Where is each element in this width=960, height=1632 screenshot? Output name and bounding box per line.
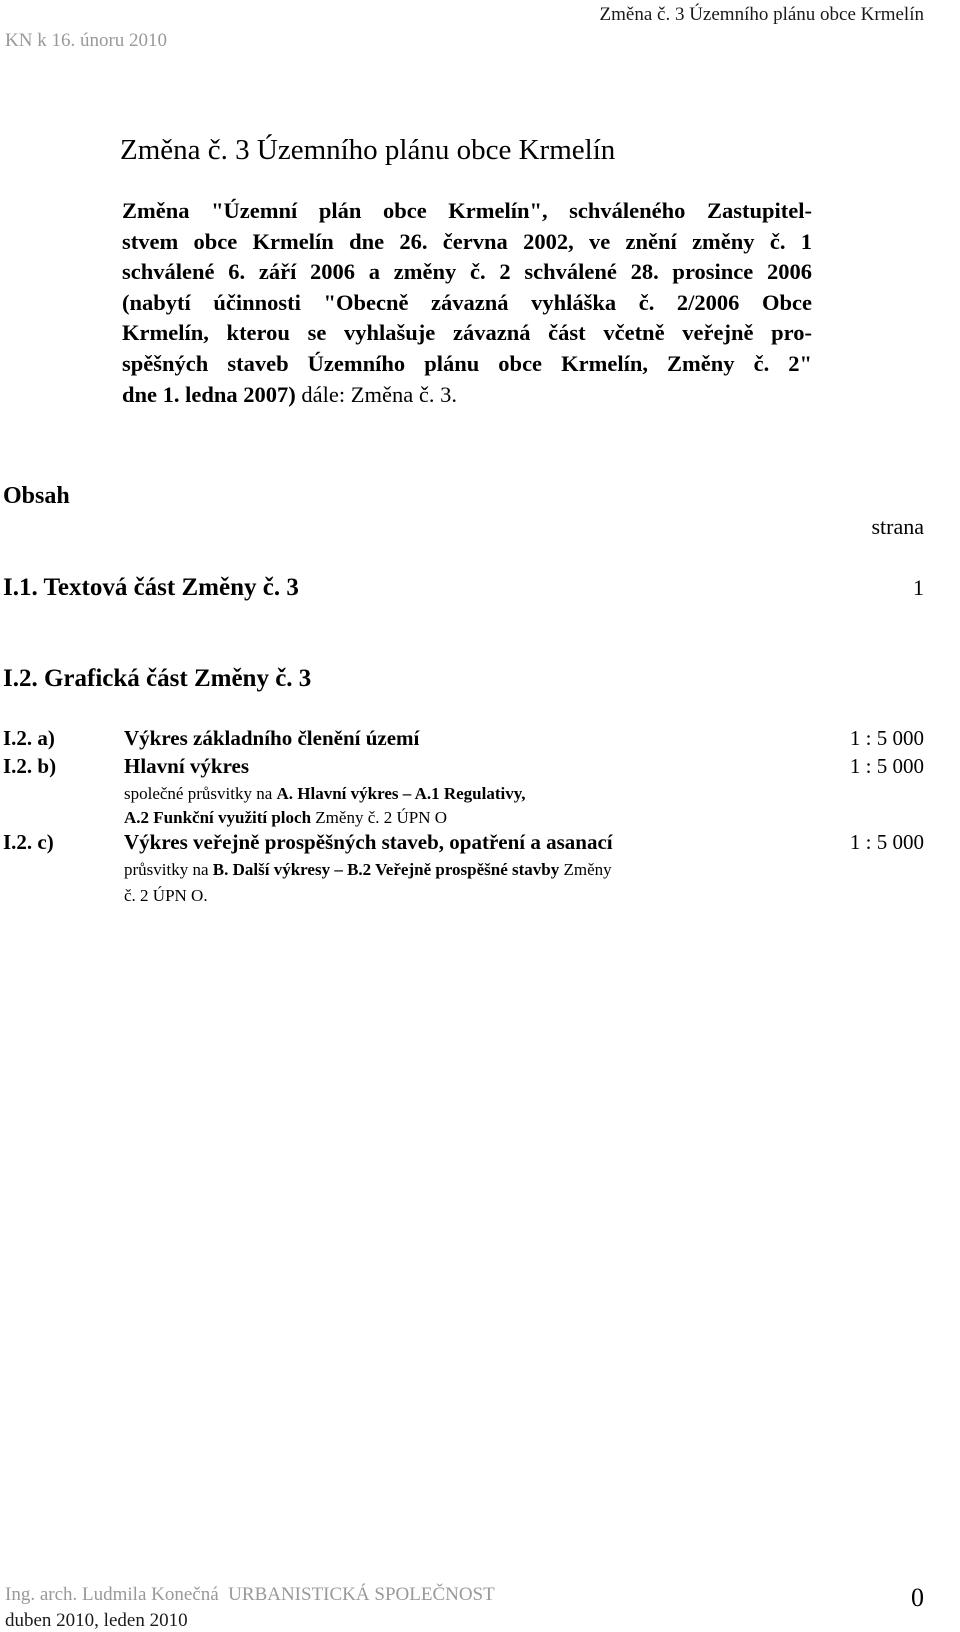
toc-heading: Obsah xyxy=(3,483,70,509)
toc-item-subline-bold: B. Další výkresy – B.2 Veřejně prospěšné stavby xyxy=(212,860,560,879)
intro-line: Změna "Územní plán obce Krmelín", schváleného Zastupitel- xyxy=(122,198,812,223)
intro-line: (nabytí účinnosti "Obecně závazná vyhláška č. 2/2006 Obce xyxy=(122,289,812,315)
toc-item-scale: 1 : 5 000 xyxy=(849,830,924,854)
toc-section-text-part: I.1. Textová část Změny č. 3 xyxy=(3,574,299,601)
toc-item-scale: 1 : 5 000 xyxy=(849,754,924,778)
toc-item-subline xyxy=(124,808,447,828)
toc-section-text-part-page: 1 xyxy=(913,575,924,600)
toc-item-subline-bold: A.2 Funkční využití ploch xyxy=(124,808,312,827)
toc-item-scale: 1 : 5 000 xyxy=(849,726,924,750)
toc-item-subline xyxy=(124,860,612,880)
intro-line: Krmelín, kterou se vyhlašuje závazná část včetně veřejně pro- xyxy=(122,320,812,346)
intro-last-bold: dne 1. ledna 2007) xyxy=(122,381,296,407)
intro-line: schválené 6. září 2006 a změny č. 2 schválené 28. prosince 2006 xyxy=(122,259,812,285)
footer-date: duben 2010, leden 2010 xyxy=(5,1610,188,1631)
toc-item-code: I.2. a) xyxy=(3,726,55,750)
toc-item-subline-bold: A. Hlavní výkres – A.1 Regulativy, xyxy=(276,784,526,803)
page-title: Změna č. 3 Územního plánu obce Krmelín xyxy=(120,134,616,166)
toc-item-code: I.2. c) xyxy=(3,830,54,854)
toc-item-title: Výkres veřejně prospěšných staveb, opatření a asanací xyxy=(124,830,613,854)
header-left-date: KN k 16. únoru 2010 xyxy=(5,30,168,51)
toc-item-title: Hlavní výkres xyxy=(124,754,250,778)
toc-item-title: Výkres základního členění území xyxy=(124,726,420,750)
toc-page-column-label: strana xyxy=(871,514,924,539)
toc-item-subline xyxy=(124,784,526,804)
footer-line xyxy=(5,1584,495,1606)
toc-item-code: I.2. b) xyxy=(3,754,57,778)
intro-last-line xyxy=(122,380,812,411)
footer-company: URBANISTICKÁ SPOLEČNOST xyxy=(228,1584,495,1605)
toc-section-graphic-part: I.2. Grafická část Změny č. 3 xyxy=(3,665,312,692)
footer-page-number: 0 xyxy=(911,1583,924,1612)
intro-line: spěšných staveb Územního plánu obce Krmelín, Změny č. 2" xyxy=(122,350,812,376)
toc-item-subline-tail: Změny xyxy=(559,860,612,879)
toc-item-subline: č. 2 ÚPN O. xyxy=(124,886,208,905)
toc-item-subline-normal: Změny č. 2 ÚPN O xyxy=(311,808,448,827)
intro-line: stvem obce Krmelín dne 26. června 2002, ve znění změny č. 1 xyxy=(122,228,812,254)
toc-item-subline-normal: průsvitky na xyxy=(124,860,213,879)
intro-last-normal: dále: Změna č. 3. xyxy=(295,381,457,407)
footer-author: Ing. arch. Ludmila Konečná xyxy=(5,1584,219,1605)
header-document-title: Změna č. 3 Územního plánu obce Krmelín xyxy=(599,4,924,25)
intro-paragraph xyxy=(122,196,812,410)
toc-item-subline-normal: společné průsvitky na xyxy=(124,784,277,803)
